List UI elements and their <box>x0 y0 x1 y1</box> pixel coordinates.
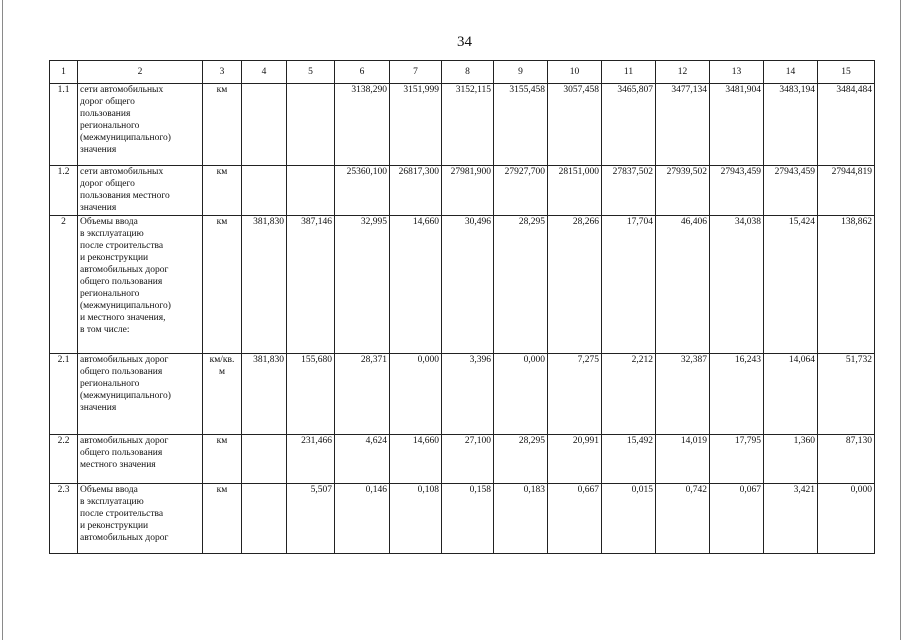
indicator-name-line: автомобильных дорог <box>80 355 169 365</box>
value-cell-col-4 <box>242 84 287 166</box>
value-cell-col-14: 3,421 <box>764 484 818 554</box>
value-cell-col-5: 155,680 <box>287 354 335 435</box>
value-cell-col-9: 0,000 <box>494 354 548 435</box>
page-left-edge <box>2 0 3 640</box>
value-cell-col-15: 3484,484 <box>818 84 875 166</box>
value-cell-col-11: 2,212 <box>602 354 656 435</box>
indicator-name-line: Объемы ввода <box>80 217 138 227</box>
value-cell-col-5: 5,507 <box>287 484 335 554</box>
header-cell-10: 10 <box>548 61 602 84</box>
indicator-name-line: регионального <box>80 121 140 131</box>
indicator-name-line: дорог общего <box>80 97 135 107</box>
indicator-name-line: автомобильных дорог <box>80 436 169 446</box>
value-cell-col-11: 0,015 <box>602 484 656 554</box>
header-cell-4: 4 <box>242 61 287 84</box>
unit-line: м <box>218 367 225 377</box>
value-cell-col-12: 46,406 <box>656 216 710 354</box>
value-cell-col-6: 3138,290 <box>335 84 390 166</box>
unit-line: км <box>216 217 228 227</box>
header-cell-14: 14 <box>764 61 818 84</box>
row-number: 1.1 <box>50 84 78 166</box>
value-cell-col-4: 381,830 <box>242 216 287 354</box>
header-row <box>50 61 875 84</box>
indicator-name-line: регионального <box>80 379 140 389</box>
table-row <box>50 484 875 554</box>
indicator-name-line: и реконструкции <box>80 521 149 531</box>
header-cell-9: 9 <box>494 61 548 84</box>
row-unit <box>203 354 242 435</box>
value-cell-col-12: 3477,134 <box>656 84 710 166</box>
indicator-name-line: в том числе: <box>80 325 130 335</box>
value-cell-col-8: 3,396 <box>442 354 494 435</box>
value-cell-col-8: 27981,900 <box>442 166 494 216</box>
indicator-name-line: общего пользования <box>80 448 163 458</box>
indicator-name-line: (межмуниципального) <box>80 133 171 143</box>
table-body <box>50 61 875 554</box>
indicator-name-line: автомобильных дорог <box>80 265 169 275</box>
value-cell-col-13: 3481,904 <box>710 84 764 166</box>
row-indicator-name <box>78 166 203 216</box>
value-cell-col-5 <box>287 166 335 216</box>
unit-line: км <box>216 485 228 495</box>
table-row <box>50 435 875 484</box>
page-number: 34 <box>457 34 472 50</box>
value-cell-col-10: 0,667 <box>548 484 602 554</box>
table-row <box>50 216 875 354</box>
unit-line: км <box>216 167 228 177</box>
value-cell-col-15: 0,000 <box>818 484 875 554</box>
value-cell-col-12: 0,742 <box>656 484 710 554</box>
row-indicator-name <box>78 354 203 435</box>
value-cell-col-4: 381,830 <box>242 354 287 435</box>
row-unit <box>203 216 242 354</box>
value-cell-col-8: 27,100 <box>442 435 494 484</box>
value-cell-col-6: 4,624 <box>335 435 390 484</box>
value-cell-col-12: 27939,502 <box>656 166 710 216</box>
value-cell-col-14: 1,360 <box>764 435 818 484</box>
indicator-name-line: общего пользования <box>80 367 163 377</box>
row-number: 2 <box>50 216 78 354</box>
indicator-name-line: регионального <box>80 289 140 299</box>
value-cell-col-13: 16,243 <box>710 354 764 435</box>
indicator-name-line: Объемы ввода <box>80 485 138 495</box>
indicator-name-line: местного значения <box>80 460 156 470</box>
value-cell-col-7: 0,108 <box>390 484 442 554</box>
indicator-name-line: в эксплуатацию <box>80 229 144 239</box>
value-cell-col-10: 28,266 <box>548 216 602 354</box>
indicator-name-line: значения <box>80 145 117 155</box>
value-cell-col-6: 28,371 <box>335 354 390 435</box>
value-cell-col-14: 14,064 <box>764 354 818 435</box>
indicator-name-line: и реконструкции <box>80 253 149 263</box>
value-cell-col-10: 3057,458 <box>548 84 602 166</box>
indicator-name-line: и местного значения, <box>80 313 166 323</box>
value-cell-col-9: 3155,458 <box>494 84 548 166</box>
row-unit <box>203 84 242 166</box>
indicator-name-line: автомобильных дорог <box>80 533 169 543</box>
value-cell-col-7: 26817,300 <box>390 166 442 216</box>
row-indicator-name <box>78 216 203 354</box>
value-cell-col-15: 87,130 <box>818 435 875 484</box>
row-unit <box>203 166 242 216</box>
value-cell-col-15: 138,862 <box>818 216 875 354</box>
value-cell-col-13: 27943,459 <box>710 166 764 216</box>
row-indicator-name <box>78 484 203 554</box>
row-number: 2.3 <box>50 484 78 554</box>
header-cell-11: 11 <box>602 61 656 84</box>
value-cell-col-10: 7,275 <box>548 354 602 435</box>
value-cell-col-9: 28,295 <box>494 216 548 354</box>
header-cell-6: 6 <box>335 61 390 84</box>
header-cell-5: 5 <box>287 61 335 84</box>
header-cell-13: 13 <box>710 61 764 84</box>
header-cell-1: 1 <box>50 61 78 84</box>
row-unit <box>203 484 242 554</box>
value-cell-col-14: 15,424 <box>764 216 818 354</box>
row-number: 1.2 <box>50 166 78 216</box>
value-cell-col-12: 32,387 <box>656 354 710 435</box>
value-cell-col-6: 0,146 <box>335 484 390 554</box>
indicator-name-line: в эксплуатацию <box>80 497 144 507</box>
indicator-name-line: пользования местного <box>80 191 170 201</box>
indicator-name-line: значения <box>80 403 117 413</box>
row-number: 2.1 <box>50 354 78 435</box>
indicator-name-line: после строительства <box>80 241 164 251</box>
indicator-name-line: сети автомобильных <box>80 85 164 95</box>
value-cell-col-11: 17,704 <box>602 216 656 354</box>
value-cell-col-7: 0,000 <box>390 354 442 435</box>
page-right-edge <box>900 0 901 640</box>
value-cell-col-9: 27927,700 <box>494 166 548 216</box>
value-cell-col-13: 17,795 <box>710 435 764 484</box>
value-cell-col-11: 27837,502 <box>602 166 656 216</box>
indicator-name-line: (межмуниципального) <box>80 391 171 401</box>
unit-line: км <box>216 85 228 95</box>
header-cell-3: 3 <box>203 61 242 84</box>
value-cell-col-9: 28,295 <box>494 435 548 484</box>
value-cell-col-15: 51,732 <box>818 354 875 435</box>
indicator-name-line: сети автомобильных <box>80 167 164 177</box>
value-cell-col-5: 231,466 <box>287 435 335 484</box>
row-indicator-name <box>78 435 203 484</box>
indicator-name-line: общего пользования <box>80 277 163 287</box>
value-cell-col-11: 15,492 <box>602 435 656 484</box>
header-cell-7: 7 <box>390 61 442 84</box>
statistics-table <box>49 60 875 554</box>
header-cell-8: 8 <box>442 61 494 84</box>
value-cell-col-10: 20,991 <box>548 435 602 484</box>
value-cell-col-5: 387,146 <box>287 216 335 354</box>
indicator-name-line: дорог общего <box>80 179 135 189</box>
value-cell-col-5 <box>287 84 335 166</box>
value-cell-col-14: 27943,459 <box>764 166 818 216</box>
row-indicator-name <box>78 84 203 166</box>
row-unit <box>203 435 242 484</box>
value-cell-col-8: 3152,115 <box>442 84 494 166</box>
unit-line: км <box>216 436 228 446</box>
header-cell-12: 12 <box>656 61 710 84</box>
header-cell-15: 15 <box>818 61 875 84</box>
value-cell-col-4 <box>242 484 287 554</box>
value-cell-col-7: 3151,999 <box>390 84 442 166</box>
unit-line: км/кв. <box>209 355 235 365</box>
value-cell-col-4 <box>242 435 287 484</box>
value-cell-col-10: 28151,000 <box>548 166 602 216</box>
value-cell-col-14: 3483,194 <box>764 84 818 166</box>
value-cell-col-6: 32,995 <box>335 216 390 354</box>
value-cell-col-8: 30,496 <box>442 216 494 354</box>
value-cell-col-12: 14,019 <box>656 435 710 484</box>
table-row <box>50 84 875 166</box>
value-cell-col-7: 14,660 <box>390 435 442 484</box>
value-cell-col-4 <box>242 166 287 216</box>
indicator-name-line: после строительства <box>80 509 164 519</box>
value-cell-col-8: 0,158 <box>442 484 494 554</box>
value-cell-col-13: 34,038 <box>710 216 764 354</box>
header-cell-2: 2 <box>78 61 203 84</box>
table-row <box>50 354 875 435</box>
indicator-name-line: (межмуниципального) <box>80 301 171 311</box>
value-cell-col-7: 14,660 <box>390 216 442 354</box>
value-cell-col-9: 0,183 <box>494 484 548 554</box>
indicator-name-line: пользования <box>80 109 131 119</box>
row-number: 2.2 <box>50 435 78 484</box>
indicator-name-line: значения <box>80 203 117 213</box>
value-cell-col-11: 3465,807 <box>602 84 656 166</box>
value-cell-col-6: 25360,100 <box>335 166 390 216</box>
value-cell-col-15: 27944,819 <box>818 166 875 216</box>
table-row <box>50 166 875 216</box>
value-cell-col-13: 0,067 <box>710 484 764 554</box>
